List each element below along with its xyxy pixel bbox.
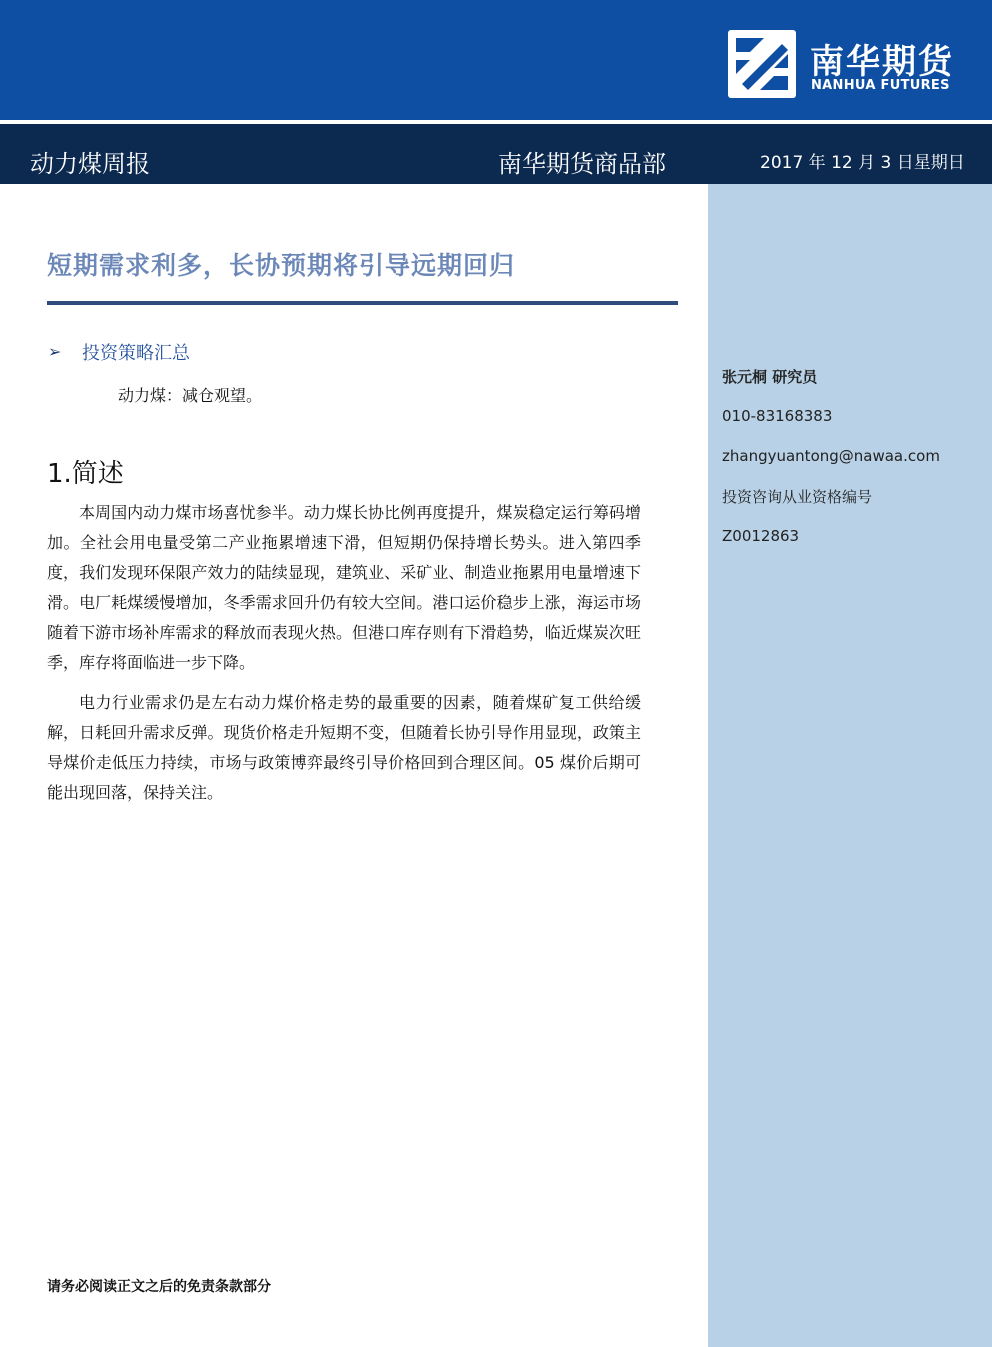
- author-phone: 010-83168383: [722, 407, 833, 425]
- author-email[interactable]: zhangyuantong@nawaa.com: [722, 447, 940, 465]
- brand-logo: [728, 30, 968, 100]
- paragraph-1: 本周国内动力煤市场喜忧参半。动力煤长协比例再度提升，煤炭稳定运行筹码增加。全社会用电量受第二产业拖累增速下滑，但短期仍保持增长势头。进入第四季度，我们发现环保限产效力的陆续显现，建筑业、采矿业、制造业拖累用电量增速下滑。电厂耗煤缓慢增加，冬季需求回升仍有较大空间。港口运价稳步上涨，海运市场随着下游市场补库需求的释放而表现火热。但港口库存则有下滑趋势，临近煤炭次旺季，库存将面临进一步下降。: [47, 503, 641, 672]
- department-name: 南华期货商品部: [498, 150, 666, 178]
- disclaimer-note: 请务必阅读正文之后的免责条款部分: [47, 1279, 271, 1295]
- top-brand-band: [0, 0, 992, 120]
- strategy-heading: 投资策略汇总: [82, 343, 190, 364]
- author-name: 张元桐 研究员: [722, 368, 818, 386]
- title-underline: [47, 301, 678, 305]
- qualification-number: Z0012863: [722, 527, 800, 545]
- article-title: 短期需求利多，长协预期将引导远期回归: [47, 251, 516, 280]
- nanhua-logo-icon: [728, 30, 796, 98]
- brand-name-cn: 南华期货: [810, 42, 954, 82]
- section-title: 1.简述: [47, 459, 124, 489]
- report-name: 动力煤周报: [30, 150, 150, 178]
- paragraph-2: 电力行业需求仍是左右动力煤价格走势的最重要的因素，随着煤矿复工供给缓解，日耗回升需求反弹。现货价格走升短期不变，但随着长协引导作用显现，政策主导煤价走低压力持续，市场与政策博弈最终引导价格回到合理区间。05 煤价后期可能出现回落，保持关注。: [47, 693, 641, 802]
- report-date: 2017 年 12 月 3 日星期日: [760, 153, 965, 173]
- qualification-label: 投资咨询从业资格编号: [722, 488, 873, 506]
- author-sidebar: [708, 184, 992, 1347]
- arrow-bullet-icon: ➢: [48, 342, 62, 361]
- strategy-text: 动力煤：减仓观望。: [118, 386, 263, 405]
- brand-name-en: NANHUA FUTURES: [811, 78, 950, 93]
- report-header-bar: [0, 124, 992, 184]
